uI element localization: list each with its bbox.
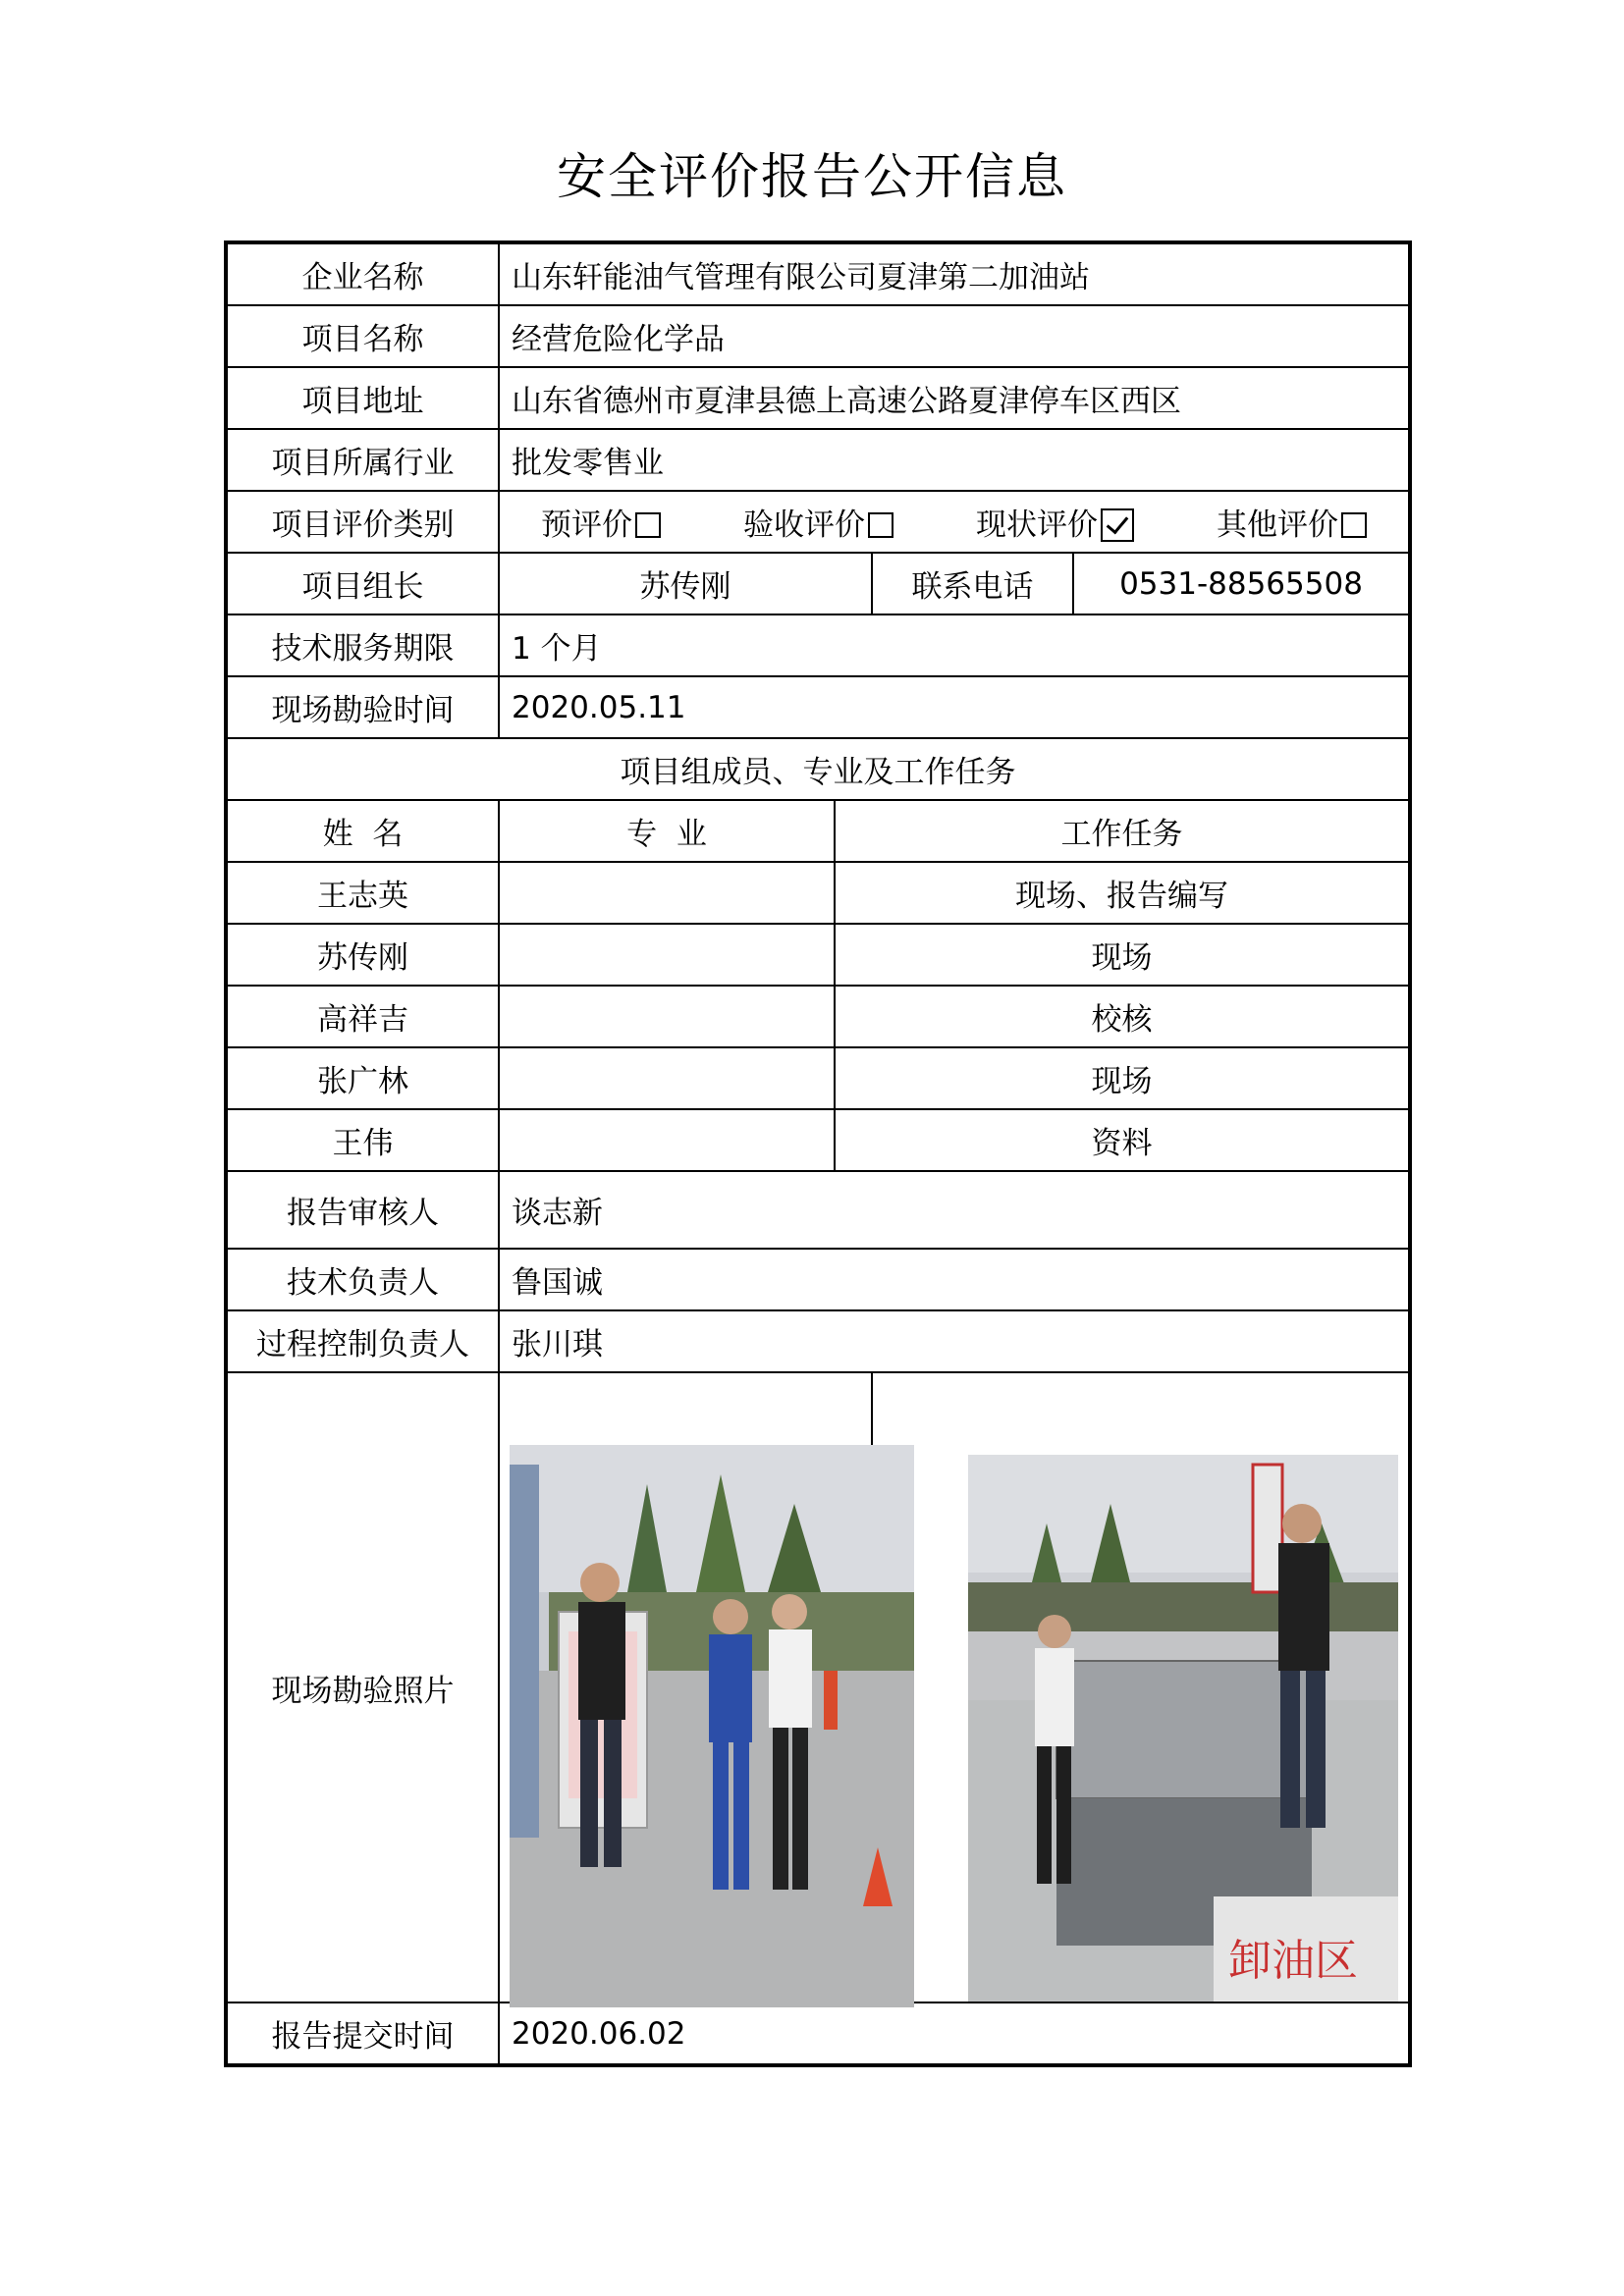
checkbox-icon[interactable] [635, 512, 661, 538]
category-option-acceptance[interactable] [743, 500, 893, 544]
page-title: 安全评价报告公开信息 [557, 148, 1067, 205]
member-major [499, 924, 835, 986]
table-row [226, 1047, 1410, 1109]
header-major: 专 业 [499, 800, 835, 862]
row-leader [226, 553, 1410, 614]
checkbox-icon[interactable] [1341, 512, 1367, 538]
service-period-label: 技术服务期限 [226, 614, 499, 676]
category-option-other[interactable] [1217, 500, 1367, 544]
tech-lead-value: 鲁国诚 [499, 1249, 1410, 1310]
submit-time-label: 报告提交时间 [226, 2002, 499, 2065]
photos-label: 现场勘验照片 [226, 1372, 499, 2002]
project-address-label: 项目地址 [226, 367, 499, 429]
survey-photo-left-image [510, 1445, 914, 2007]
row-service-period [226, 614, 1410, 676]
category-label: 项目评价类别 [226, 491, 499, 553]
member-name: 王志英 [226, 862, 499, 924]
member-name: 张广林 [226, 1047, 499, 1109]
industry-value: 批发零售业 [499, 429, 1410, 491]
table-row [226, 1109, 1410, 1171]
process-lead-value: 张川琪 [499, 1310, 1410, 1372]
member-major [499, 862, 835, 924]
member-major [499, 1047, 835, 1109]
service-period-value: 1 个月 [499, 614, 1410, 676]
row-category [226, 491, 1410, 553]
process-lead-label: 过程控制负责人 [226, 1310, 499, 1372]
row-survey-time [226, 676, 1410, 738]
project-address-value: 山东省德州市夏津县德上高速公路夏津停车区西区 [499, 367, 1410, 429]
row-process-lead [226, 1310, 1410, 1372]
survey-time-value: 2020.05.11 [499, 676, 1410, 738]
checked-checkbox-icon[interactable] [1101, 508, 1134, 542]
survey-photo-left [510, 1445, 914, 2007]
row-project-address [226, 367, 1410, 429]
category-option-status[interactable] [976, 500, 1134, 544]
category-options [499, 491, 1410, 553]
industry-label: 项目所属行业 [226, 429, 499, 491]
phone-value: 0531-88565508 [1073, 553, 1410, 614]
header-name: 姓 名 [226, 800, 499, 862]
company-value: 山东轩能油气管理有限公司夏津第二加油站 [499, 242, 1410, 305]
category-option-label: 预评价 [541, 507, 632, 543]
phone-label: 联系电话 [872, 553, 1073, 614]
survey-photo-right [968, 1455, 1398, 2002]
row-reviewer [226, 1171, 1410, 1249]
project-name-label: 项目名称 [226, 305, 499, 367]
table-row [226, 986, 1410, 1047]
category-option-label: 其他评价 [1217, 507, 1338, 543]
member-major [499, 986, 835, 1047]
table-row [226, 924, 1410, 986]
reviewer-label: 报告审核人 [226, 1171, 499, 1249]
leader-value: 苏传刚 [499, 553, 872, 614]
member-name: 王伟 [226, 1109, 499, 1171]
table-row [226, 862, 1410, 924]
company-label: 企业名称 [226, 242, 499, 305]
member-name: 苏传刚 [226, 924, 499, 986]
row-project-name [226, 305, 1410, 367]
row-industry [226, 429, 1410, 491]
header-task: 工作任务 [835, 800, 1410, 862]
member-task: 现场 [835, 1047, 1410, 1109]
unloading-area-sign: 卸油区 [1228, 1936, 1358, 1986]
survey-photo-right-image [968, 1455, 1398, 2002]
members-heading-row [226, 738, 1410, 800]
category-option-pre[interactable] [541, 500, 661, 544]
project-name-value: 经营危险化学品 [499, 305, 1410, 367]
checkbox-icon[interactable] [868, 512, 893, 538]
tech-lead-label: 技术负责人 [226, 1249, 499, 1310]
member-task: 现场 [835, 924, 1410, 986]
reviewer-value: 谈志新 [499, 1171, 1410, 1249]
leader-label: 项目组长 [226, 553, 499, 614]
member-task: 现场、报告编写 [835, 862, 1410, 924]
row-tech-lead [226, 1249, 1410, 1310]
member-task: 资料 [835, 1109, 1410, 1171]
submit-time-value: 2020.06.02 [499, 2002, 1410, 2065]
member-major [499, 1109, 835, 1171]
row-submit-time [226, 2002, 1410, 2065]
survey-time-label: 现场勘验时间 [226, 676, 499, 738]
category-option-label: 验收评价 [743, 507, 865, 543]
members-header-row [226, 800, 1410, 862]
row-company [226, 242, 1410, 305]
member-task: 校核 [835, 986, 1410, 1047]
category-option-label: 现状评价 [976, 507, 1098, 543]
member-name: 高祥吉 [226, 986, 499, 1047]
members-heading: 项目组成员、专业及工作任务 [226, 738, 1410, 800]
